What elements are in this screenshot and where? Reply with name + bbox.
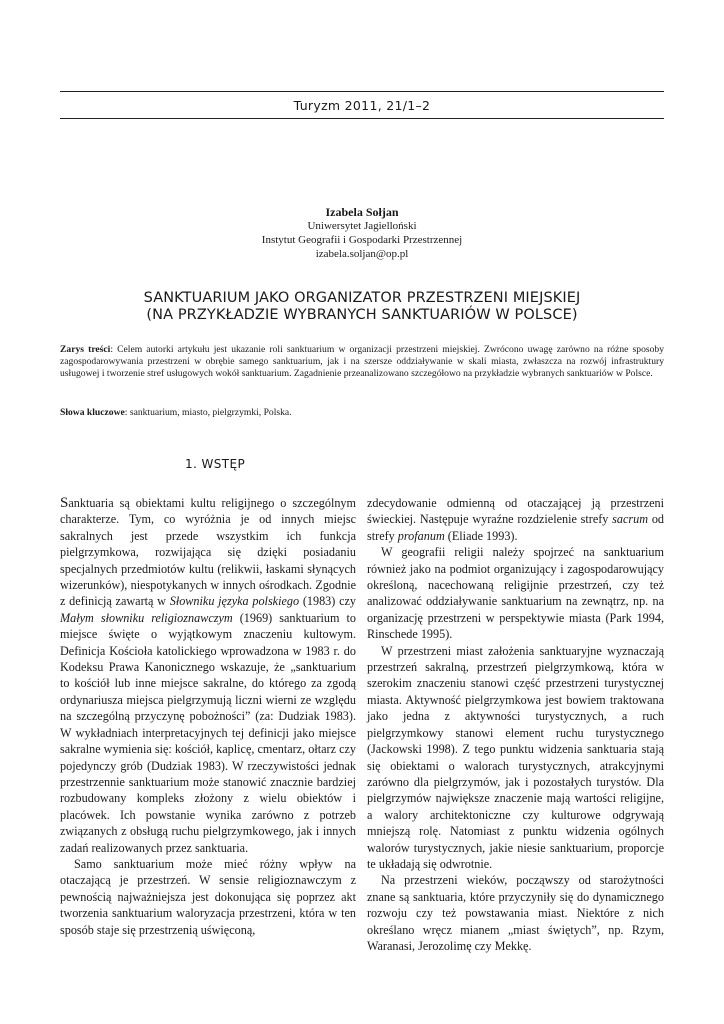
abstract-label: Zarys treści (60, 344, 111, 355)
paragraph: Na przestrzeni wieków, począwszy od starożytności znane są sanktuaria, które przyczyniły się do dynamicznego rozwoju czy też powstawania miast. Niektóre z nich określano wręcz mianem „miast świętych”, np. Rzym, Waranasi, Jerozolimę czy Mekkę. (367, 873, 664, 953)
author-name: Izabela Sołjan (325, 205, 399, 219)
author-affiliation-institute: Instytut Geografii i Gospodarki Przestrzennej (261, 234, 463, 246)
section-heading: 1. WSTĘP (185, 457, 246, 471)
right-column (367, 495, 664, 954)
abstract-text: : Celem autorki artykułu jest ukazanie roli sanktuarium w organizacji przestrzeni miejskiej. Zwrócono uwagę zarówno na różne sposoby zagospodarowywania przestrzeni w obrębie samego sanktuarium, jak i na szersze oddziaływanie w skali miasta, zwłaszcza na rozwój infrastruktury usługowej i tworzenie stref usługowych wokół sanktuarium. Zagadnienie przeanalizowano szczegółowo na przykładzie wybranych sanktuariów w Polsce. (60, 344, 665, 380)
paragraph: W geografii religii należy spojrzeć na sanktuarium również jako na podmiot organizujący i zagospodarowujący określoną, nacechowaną religijnie przestrzeń, czy też analizować oddziaływanie sanktuarium na zewnątrz, np. na organizację przestrzeni w perspektywie miasta (Park 1994, Rinschede 1995). (367, 545, 664, 642)
author-block (60, 205, 664, 261)
keywords-text: : sanktuarium, miasto, pielgrzymki, Polska. (124, 407, 292, 418)
header-bottom-rule (60, 118, 664, 119)
title-line-2: (NA PRZYKŁADZIE WYBRANYCH SANKTUARIÓW W POLSCE) (146, 307, 578, 323)
title-line-1: SANKTUARIUM JAKO ORGANIZATOR PRZESTRZENI MIEJSKIEJ (143, 290, 581, 306)
keywords-label: Słowa kluczowe (60, 407, 125, 418)
article-title (60, 290, 664, 324)
author-email: izabela.soljan@op.pl (315, 248, 409, 260)
journal-header: Turyzm 2011, 21/1–2 (293, 98, 431, 113)
drop-cap: S (60, 495, 69, 511)
paragraph: W przestrzeni miast założenia sanktuaryjne wyznaczają przestrzeń sakralną, przestrzeń pielgrzymkową, która w szerokim znaczeniu stanowi część przestrzeni turystycznej miasta. Aktywność pielgrzymkowa jest bowiem traktowana jako jedna z aktywności turystycznych, a ruch pielgrzymkowy stanowi element ruchu turystycznego (Jackowski 1998). Z tego punktu widzenia sanktuaria stają się obiektami o walorach turystycznych, atrakcyjnymi zarówno dla pielgrzymów, jak i pozostałych turystów. Dla pielgrzymów największe znaczenie mają wartości religijne, a walory architektoniczne czy kulturowe odgrywają mniejszą rolę. Natomiast z punktu widzenia ogólnych walorów turystycznych, jakie niesie sanktuarium, proporcje te układają się odwrotnie. (367, 643, 664, 871)
author-affiliation-university: Uniwersytet Jagielloński (307, 220, 417, 232)
paragraph: Sanktuaria są obiektami kultu religijnego o szczególnym charakterze. Tym, co wyróżnia je od innych miejsc sakralnych jest przede wszystkim ich funkcja pielgrzymkowa, rozwijająca się dzięki posiadaniu specjalnych przedmiotów kultu (relikwii, łaskami słynących wizerunków), niespotykanych w innych ośrodkach. Zgodnie z definicją zawartą w Słowniku języka polskiego (1983) czy Małym słowniku religioznawczym (1969) sanktuarium to miejsce święte o wyjątkowym znaczeniu kultowym. Definicja Kościoła katolickiego wprowadzona w 1983 r. do Kodeksu Prawa Kanonicznego wskazuje, że „sanktuarium to kościół lub inne miejsce sakralne, do którego za zgodą ordynariusza miejsca pielgrzymują liczni wierni ze względu na szczególną przyczynę pobożności” (za: Dudziak 1983). W wykładniach interpretacyjnych tej definicji jako miejsce sakralne wymienia się: kościół, kaplicę, cmentarz, ołtarz czy pojedynczy grób (Dudziak 1983). W rzeczywistości jednak przestrzennie sanktuarium może stanowić znacznie bardziej rozbudowany kompleks złożony z wielu obiektów i placówek. Ich powstanie wynika zarówno z potrzeb związanych z obsługą ruchu pielgrzymkowego, jak i innych zadań realizowanych przez sanktuaria. (60, 495, 356, 855)
left-column (60, 495, 356, 938)
top-rule (60, 91, 664, 92)
keywords (60, 407, 664, 419)
paragraph: zdecydowanie odmienną od otaczającej ją przestrzeni świeckiej. Następuje wyraźne rozdzielenie strefy sacrum od strefy profanum (Eliade 1993). (367, 496, 665, 543)
abstract (60, 344, 664, 381)
paragraph: Samo sanktuarium może mieć różny wpływ na otaczającą je przestrzeń. W sensie religioznawczym z pewnością najważniejsza jest dokonująca się poprzez akt tworzenia sanktuarium waloryzacja przestrzeni, która w ten sposób staje się przestrzenią uświęconą, (60, 856, 356, 937)
